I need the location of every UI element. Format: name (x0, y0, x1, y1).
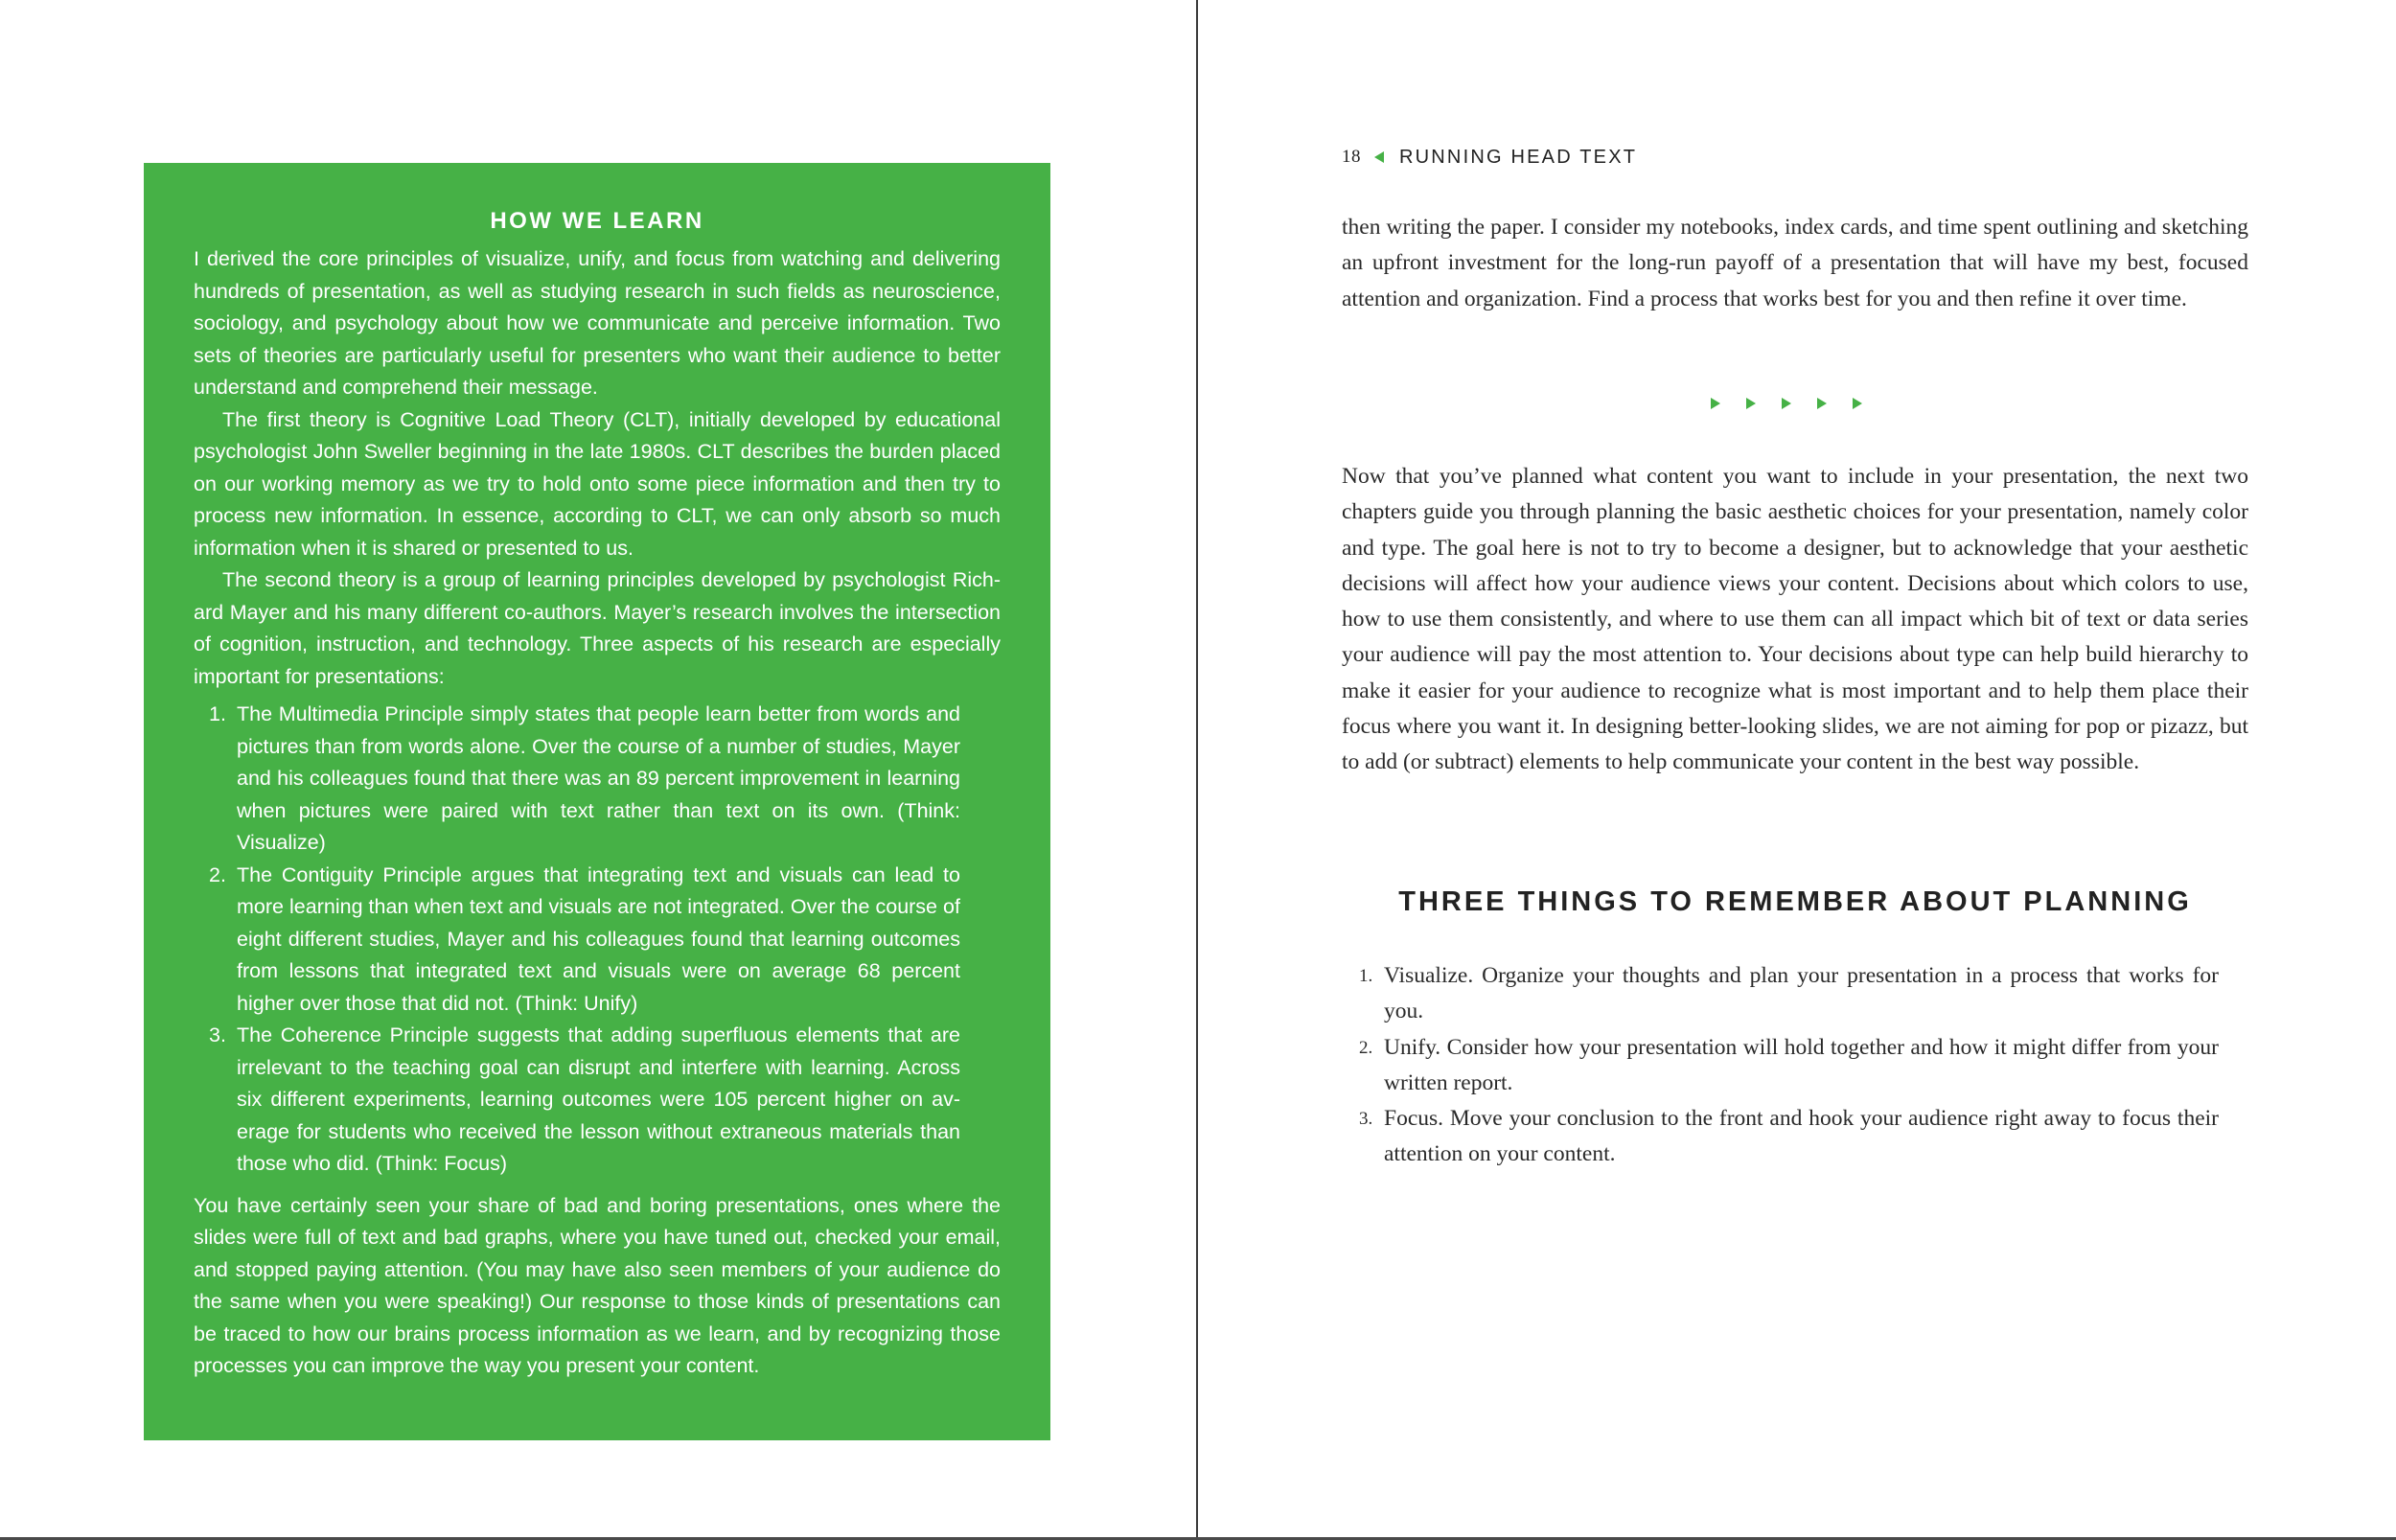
list-item-number: 2. (1359, 1037, 1373, 1058)
list-item-text: Visualize. Organize your thoughts and plan your presentation in a process that works for you. (1384, 963, 2219, 1024)
body-text-block (1342, 210, 2248, 317)
list-item (1342, 1030, 2219, 1102)
body-text-block (1342, 459, 2248, 781)
arrow-right-icon (1782, 398, 1791, 409)
mayer-principles-list (194, 699, 1001, 1181)
sidebar-title: HOW WE LEARN (490, 208, 704, 234)
arrow-right-icon (1746, 398, 1756, 409)
list-item-text: The Contiguity Principle argues that integrating text and visuals can lead to more learning than when text and visuals are not integrated. Over the course of eight different studies, Mayer and his colleagues found that learning outcomes from lessons that integrated text and visuals were on average 68 percent higher over those that did not. (Think: Unify) (237, 862, 960, 1015)
sidebar-paragraph: I derived the core principles of visualize, unify, and focus from watching and delivering hundreds of presentation, as well as studying research in such fields as neuroscience, sociology, and psychology about how we communicate and perceive information. Two sets of theories are particularly useful for presenters who want their audience to better understand and comprehend their message. (194, 247, 1001, 399)
page-gutter-divider (1196, 0, 1198, 1540)
list-item-number: 2. (209, 862, 226, 886)
list-item-number: 3. (1359, 1109, 1373, 1130)
running-head (1342, 144, 1637, 171)
list-item-number: 1. (209, 702, 226, 725)
section-heading: THREE THINGS TO REMEMBER ABOUT PLANNING (1398, 886, 2192, 917)
sidebar-paragraph: The second theory is a group of learning principles developed by psychologist Richard Mayer and his many different co-authors. Mayer’s research involves the intersection of cognition, instruction, and technology. Three aspects of his research are especially important for presentations: (194, 568, 1001, 688)
sidebar-content (194, 207, 1001, 1383)
list-item-text: The Multimedia Principle simply states that people learn better from words and pictures than from words alone. Over the course of a number of studies, Mayer and his colleagues found that there was an 89 percent improvement in learning when pictures were paired with text rather than text on its own. (Think: Visualize) (237, 702, 960, 854)
planning-list (1342, 958, 2219, 1173)
list-item (1342, 1101, 2219, 1173)
list-item-number: 3. (209, 1023, 226, 1046)
list-item (1342, 958, 2219, 1030)
sidebar-closing-paragraph: You have certainly seen your share of bad and boring presentations, ones where the slides were full of text and bad graphs, where you have tuned out, checked your email, and stopped paying attention. (You may have also seen members of your audience do the same when you were speaking!) Our response to those kinds of presentations can be traced to how our brains process information as we learn, and by recognizing those processes you can improve the way you present your content. (194, 1193, 1001, 1377)
sidebar-paragraph: The first theory is Cognitive Load Theory (CLT), initially developed by educational psychologist John Sweller beginning in the late 1980s. CLT describes the burden placed on our working memory as we try to hold onto some piece information and then try to process new information. In essence, according to CLT, we can only absorb so much information when it is shared or presented to us. (194, 407, 1001, 560)
list-item-text: The Coherence Principle suggests that adding superfluous elements that are irrelevant to the teaching goal can disrupt and interfere with learning. Across six different experiments, learning outcomes were 105 percent higher on average for students who received the lesson without extraneous materials than those who did. (Think: Focus) (237, 1023, 960, 1175)
arrow-right-icon (1853, 398, 1862, 409)
section-break-ornament (1711, 398, 1862, 409)
list-item (194, 1020, 960, 1181)
arrow-left-icon (1374, 151, 1384, 163)
body-paragraph: Now that you’ve planned what content you want to include in your presentation, the next two chapters guide you through planning the basic aesthetic choices for your presentation, namely color and type. The goal here is not to try to become a designer, but to acknowledge that your aesthetic decisions will affect how your audience views your content. Decisions about which colors to use, how to use them consistently, and where to use them can all impact which bit of text or data series your audience will pay the most attention to. Your decisions about type can help build hierarchy to make it easier for your audience to recognize what is most important and to help them place their focus where you want it. In designing better-looking slides, we are not aiming for pop or pizazz, but to add (or subtract) elements to help communicate your content in the best way possible. (1342, 464, 2248, 775)
running-head-text: RUNNING HEAD TEXT (1399, 146, 1638, 168)
body-paragraph: then writing the paper. I consider my notebooks, index cards, and time spent outlining and sketching an upfront investment for the long-run payoff of a presentation that will have my best, focused attention and organization. Find a process that works best for you and then refine it over time. (1342, 215, 2248, 311)
page-number: 18 (1342, 147, 1361, 167)
arrow-right-icon (1817, 398, 1827, 409)
how-we-learn-sidebar (144, 163, 1050, 1440)
list-item (194, 860, 960, 1021)
list-item-text: Unify. Consider how your presentation will hold together and how it might differ from your written report. (1384, 1034, 2219, 1095)
arrow-right-icon (1711, 398, 1720, 409)
list-item (194, 699, 960, 860)
list-item-number: 1. (1359, 966, 1373, 986)
list-item-text: Focus. Move your conclusion to the front and hook your audience right away to focus their attention on your content. (1384, 1106, 2219, 1167)
